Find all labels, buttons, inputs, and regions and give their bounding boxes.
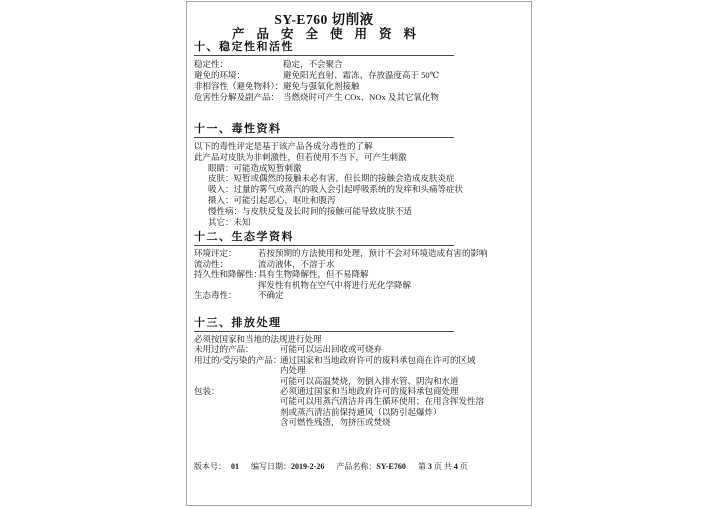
field-label: 稳定性：: [194, 59, 229, 69]
disposal-row: [194, 386, 459, 397]
field-value: 通过国家和当地政府许可的废料承包商在许可的区域: [280, 354, 476, 365]
document-title: SY-E760 切削液: [274, 12, 374, 27]
field-value: 若按预期的方法使用和处理，预计不会对环境造成有害的影响: [258, 248, 488, 258]
section-body-stability: [194, 59, 454, 103]
date-label: 编写日期：: [251, 462, 291, 471]
field-value: 具有生物降解性，但不易降解: [258, 269, 369, 279]
field-label: [194, 365, 280, 375]
ecology-row: [194, 280, 454, 291]
disposal-row: [194, 375, 459, 386]
section-heading-toxicology: 十一、毒性资料: [194, 123, 454, 138]
section-body-disposal: [194, 334, 485, 428]
field-value: 剂或蒸汽清洁前保持通风（以防引起爆炸）: [280, 406, 442, 417]
field-label: 持久性和降解性：: [194, 269, 263, 279]
toxicology-line: 此产品对皮肤为非刺激性，但若使用不当下，可产生刺激: [194, 151, 407, 162]
field-label: [194, 396, 280, 406]
section-heading-ecology: 十二、生态学资料: [194, 231, 454, 246]
field-label: 避免的环境：: [194, 70, 246, 80]
section-heading-stability: 十、稳定性和活性: [194, 41, 454, 56]
field-value: 流动液体，不溶于水: [258, 258, 335, 269]
disposal-row: [194, 407, 454, 417]
section-body-ecology: [194, 248, 488, 301]
stability-row: [194, 92, 454, 103]
product-name-value: SY-E760: [376, 462, 406, 471]
disposal-row: [194, 365, 454, 375]
disposal-row: [194, 396, 485, 407]
field-value: 挥发性有机物在空气中将进行光化学降解: [258, 279, 412, 290]
field-label: 危害性分解及副产品：: [194, 92, 280, 102]
stability-row: [194, 59, 454, 70]
field-value: 含可燃性残渣，勿挤压或焚烧: [280, 417, 391, 428]
field-value: 可能可以运出回收或可烧弃: [280, 344, 383, 355]
field-value: 必须通过国家和当地政府许可的废料承包商处理: [280, 386, 459, 397]
section-heading-disposal: 十三、排放处理: [194, 317, 454, 332]
toxicology-line: 吸入：过量的雾气或蒸汽的吸入会引起呼吸系统的发痒和头痛等症状: [208, 184, 464, 195]
disposal-row: [194, 344, 454, 354]
page-total: 4: [453, 462, 458, 471]
ecology-row: [194, 248, 488, 259]
field-value: 避免阳光直射、霜冻、存放温度高于 50℃: [283, 70, 440, 80]
field-value: 可能可以用蒸汽清洁并再生循环使用；在用含挥发性溶: [280, 396, 485, 407]
field-label: [194, 280, 258, 291]
field-label: 用过的/受污染的产品：: [194, 354, 282, 365]
document-page: [186, 1, 532, 506]
toxicology-line: 摄入：可能引起恶心，呕吐和腹泻: [208, 194, 336, 205]
field-value: 不确定: [258, 290, 284, 300]
ecology-row: [194, 290, 454, 301]
toxicology-line: 慢性病：与皮肤反复及长时间的接触可能导致皮肤不适: [208, 205, 413, 216]
version-value: 01: [231, 462, 239, 471]
toxicology-line: 皮肤：短暂或偶然的接触未必有害，但长期的接触会造成皮肤炎症: [208, 173, 455, 184]
ecology-row: [194, 269, 454, 280]
toxicology-line: 其它：未知: [208, 216, 251, 227]
disposal-row: [194, 417, 454, 427]
ecology-row: [194, 259, 454, 270]
section-body-toxicology: [194, 141, 464, 227]
stability-row: [194, 81, 454, 92]
field-value: 内处理: [280, 365, 306, 376]
field-label: [194, 407, 280, 417]
date-value: 2019-2-26: [291, 462, 325, 471]
stability-row: [194, 70, 454, 81]
field-value: 可能可以高温焚烧，勿倒入排水管、阴沟和水道: [280, 375, 459, 386]
toxicology-line: 眼睛：可能造成短暂刺激: [208, 162, 302, 173]
version-label: 版本号：: [194, 462, 226, 471]
product-name-label: 产品名称：: [336, 462, 377, 471]
field-label: [194, 376, 280, 386]
page-footer: [194, 461, 524, 472]
toxicology-line: 以下的毒性评定是基于该产品各成分毒性的了解: [194, 141, 373, 151]
disposal-intro: 必须按国家和当地的法规进行处理: [194, 334, 322, 344]
field-value: 稳定，不会聚合: [283, 59, 343, 69]
field-label: [194, 417, 280, 427]
document-subtitle: 产品安全使用资料: [231, 27, 428, 41]
field-label: 生态毒性：: [194, 290, 237, 300]
field-label: 环境评定：: [194, 248, 237, 258]
field-value: 当燃烧时可产生 COx、NOx 及其它氧化物: [283, 92, 439, 102]
field-value: 避免与强氧化剂接触: [283, 81, 360, 91]
page-number: 3: [427, 462, 432, 471]
field-label: 非相容性（避免物料）：: [194, 81, 284, 91]
disposal-row: [194, 354, 476, 365]
field-label: 未用过的产品：: [194, 344, 254, 355]
field-label: 包装：: [194, 386, 220, 397]
page-count-text: 第 3 页 共 4 页: [417, 462, 468, 471]
field-label: 流动性：: [194, 258, 229, 269]
